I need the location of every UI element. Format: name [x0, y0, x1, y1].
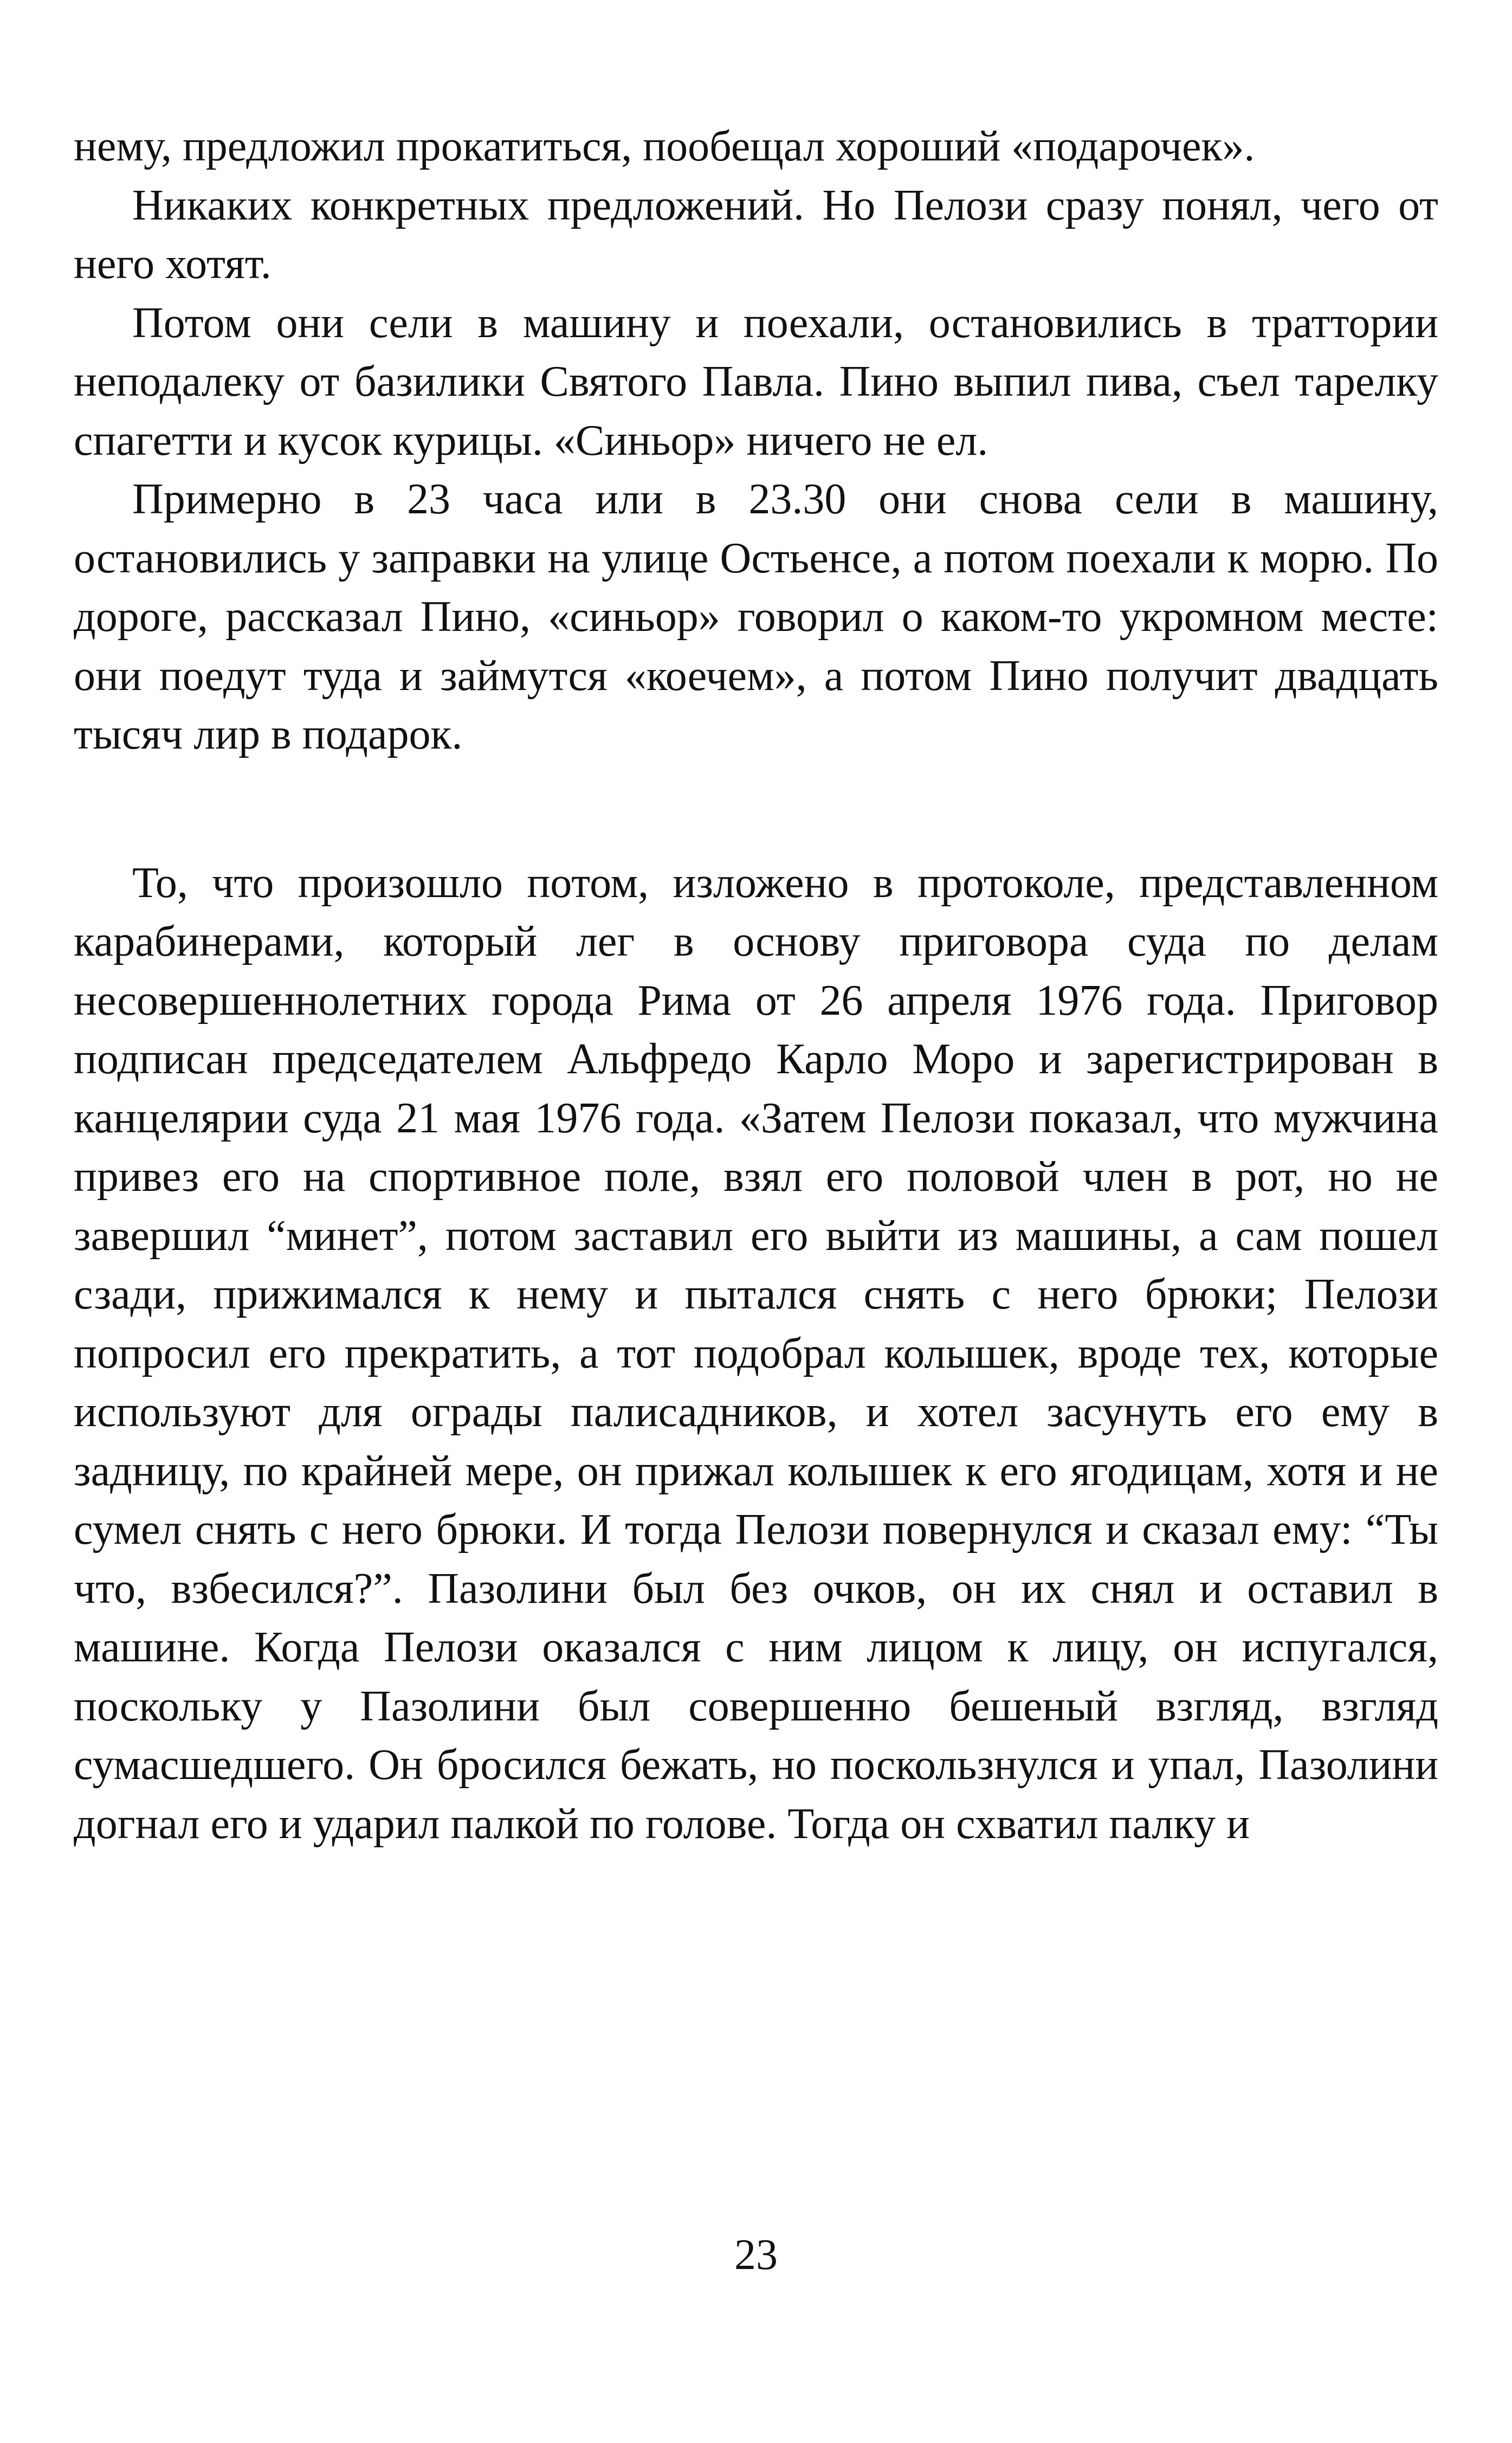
book-page-text [74, 117, 1438, 1853]
section-break [74, 764, 1438, 854]
paragraph: Потом они сели в машину и поехали, остановились в траттории неподалеку от базилики Святого Павла. Пино выпил пива, съел тарелку спагетти и кусок курицы. «Синьор» ничего не ел. [74, 299, 1438, 465]
paragraph: То, что произошло потом, изложено в протоколе, представленном карабинерами, который лег в основу приговора суда по делам несовершеннолетних города Рима от 26 апреля 1976 года. Приговор подписан председателем Альфредо Карло Моро и зарегистрирован в канцелярии суда 21 мая 1976 года. «Затем Пелози показал, что мужчина привез его на спортивное поле, взял его половой член в рот, но не завершил “минет”, потом заставил его выйти из машины, а сам пошел сзади, прижимался к нему и пытался снять с него брюки; Пелози попросил его прекратить, а тот подобрал колышек, вроде тех, которые используют для ограды палисадников, и хотел засунуть его ему в задницу, по крайней мере, он прижал колышек к его ягодицам, хотя и не сумел снять с него брюки. И тогда Пелози повернулся и сказал ему: “Ты что, взбесился?”. Пазолини был без очков, он их снял и оставил в машине. Когда Пелози оказался с ним лицом к лицу, он испугался, поскольку у Пазолини был совершенно бешеный взгляд, взгляд сумасшедшего. Он бросился бежать, но поскользнулся и упал, Пазолини догнал его и ударил палкой по голове. Тогда он схватил палку и [74, 859, 1438, 1848]
paragraph: Никаких конкретных предложений. Но Пелози сразу понял, чего от него хотят. [74, 181, 1438, 288]
page-number: 23 [734, 2231, 778, 2279]
paragraph: нему, предложил прокатиться, пообещал хороший «подарочек». [74, 123, 1255, 170]
paragraph: Примерно в 23 часа или в 23.30 они снова сели в машину, остановились у заправки на улице Остьенсе, а потом поехали к морю. По дороге, рассказал Пино, «синьор» говорил о каком-то укромном месте: они поедут туда и займутся «коечем», а потом Пино получит двадцать тысяч лир в подарок. [74, 475, 1438, 758]
